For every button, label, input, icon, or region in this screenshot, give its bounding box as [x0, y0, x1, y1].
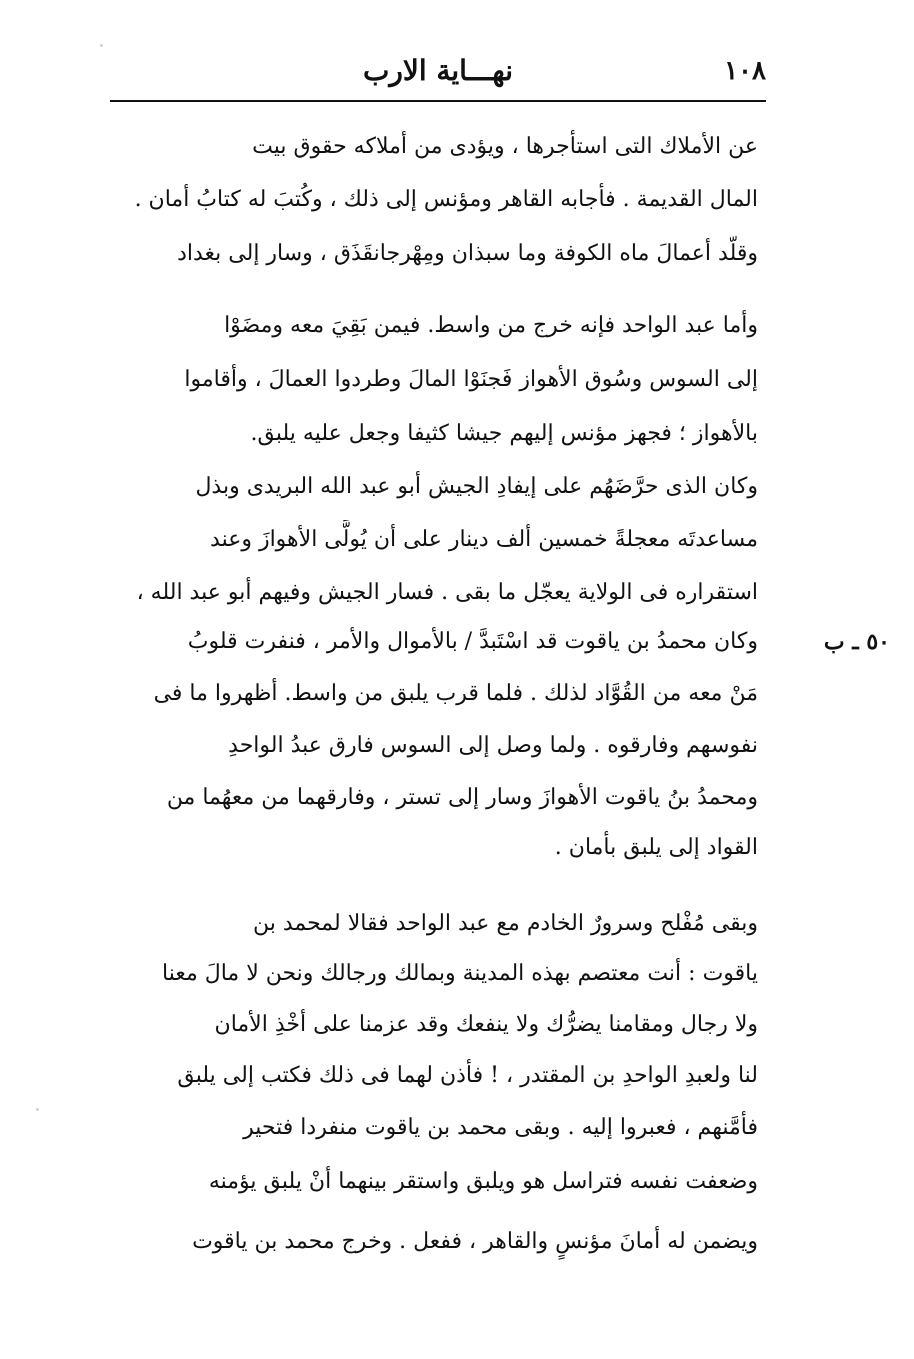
text-line: لنا ولعبدِ الواحدِ بن المقتدر ، ! فأذن لهما فى ذلك فكتب إلى يلبق — [177, 1063, 758, 1088]
text-line: وبقى مُفْلح وسرورٌ الخادم مع عبد الواحد فقالا لمحمد بن — [252, 911, 758, 936]
scan-speck — [100, 44, 103, 47]
text-line: وكان الذى حرَّضَهُم على إيفادِ الجيش أبو عبد الله البريدى وبذل — [195, 474, 758, 499]
text-line: ومحمدُ بنُ ياقوت الأهوازَ وسار إلى تستر ، وفارقهما من معهُما من — [166, 785, 758, 810]
text-line: إلى السوس وسُوق الأهواز فَجنَوْا المالَ وطردوا العمالَ ، وأقاموا — [184, 367, 758, 392]
margin-folio-note: ٥٠ ـ ب — [823, 629, 890, 655]
running-title: نهـــاية الارب — [362, 54, 514, 87]
text-line: ويضمن له أمانَ مؤنسٍ والقاهر ، ففعل . وخرج محمد بن ياقوت — [192, 1229, 758, 1254]
text-line: ولا رجال ومقامنا يضرُّك ولا ينفعك وقد عزمنا على أخْذِ الأمان — [214, 1012, 758, 1037]
body-text — [112, 0, 758, 1359]
text-line: نفوسهم وفارقوه . ولما وصل إلى السوس فارق عبدُ الواحدِ — [228, 733, 758, 758]
text-line: وضعفت نفسه فتراسل هو ويلبق واستقر بينهما أنْ يلبق يؤمنه — [208, 1169, 758, 1194]
text-line: مَنْ معه من القُوَّاد لذلك . فلما قرب يلبق من واسط. أظهروا ما فى — [153, 681, 758, 706]
text-line: فأمَّنهم ، فعبروا إليه . وبقى محمد بن ياقوت منفردا فتحير — [243, 1115, 758, 1140]
text-line: ياقوت : أنت معتصم بهذه المدينة وبمالك ورجالك ونحن لا مالَ معنا — [162, 961, 758, 986]
text-line: وكان محمدُ بن ياقوت قد اسْتَبدَّ / بالأموال والأمر ، فنفرت قلوبُ — [187, 629, 758, 654]
scan-speck — [36, 1108, 39, 1111]
text-line: بالأهواز ؛ فجهز مؤنس إليهم جيشا كثيفا وجعل عليه يلبق. — [250, 421, 758, 446]
text-line: عن الأملاك التى استأجرها ، ويؤدى من أملاكه حقوق بيت — [252, 134, 758, 159]
text-line: مساعدتَه معجلةً خمسين ألف دينار على أن يُولَّى الأهوازَ وعند — [210, 527, 758, 552]
text-line: المال القديمة . فأجابه القاهر ومؤنس إلى ذلك ، وكُتبَ له كتابُ أمان . — [134, 187, 758, 212]
page-number: ١٠٨ — [724, 56, 766, 86]
text-line: وقلّد أعمالَ ماه الكوفة وما سبذان ومِهْرجانقَذَق ، وسار إلى بغداد — [177, 241, 758, 266]
text-line: القواد إلى يلبق بأمان . — [554, 835, 758, 860]
text-line: وأما عبد الواحد فإنه خرج من واسط. فيمن بَقِيَ معه ومضَوْا — [224, 313, 758, 338]
text-line: استقراره فى الولاية يعجّل ما بقى . فسار الجيش وفيهم أبو عبد الله ، — [136, 580, 758, 605]
